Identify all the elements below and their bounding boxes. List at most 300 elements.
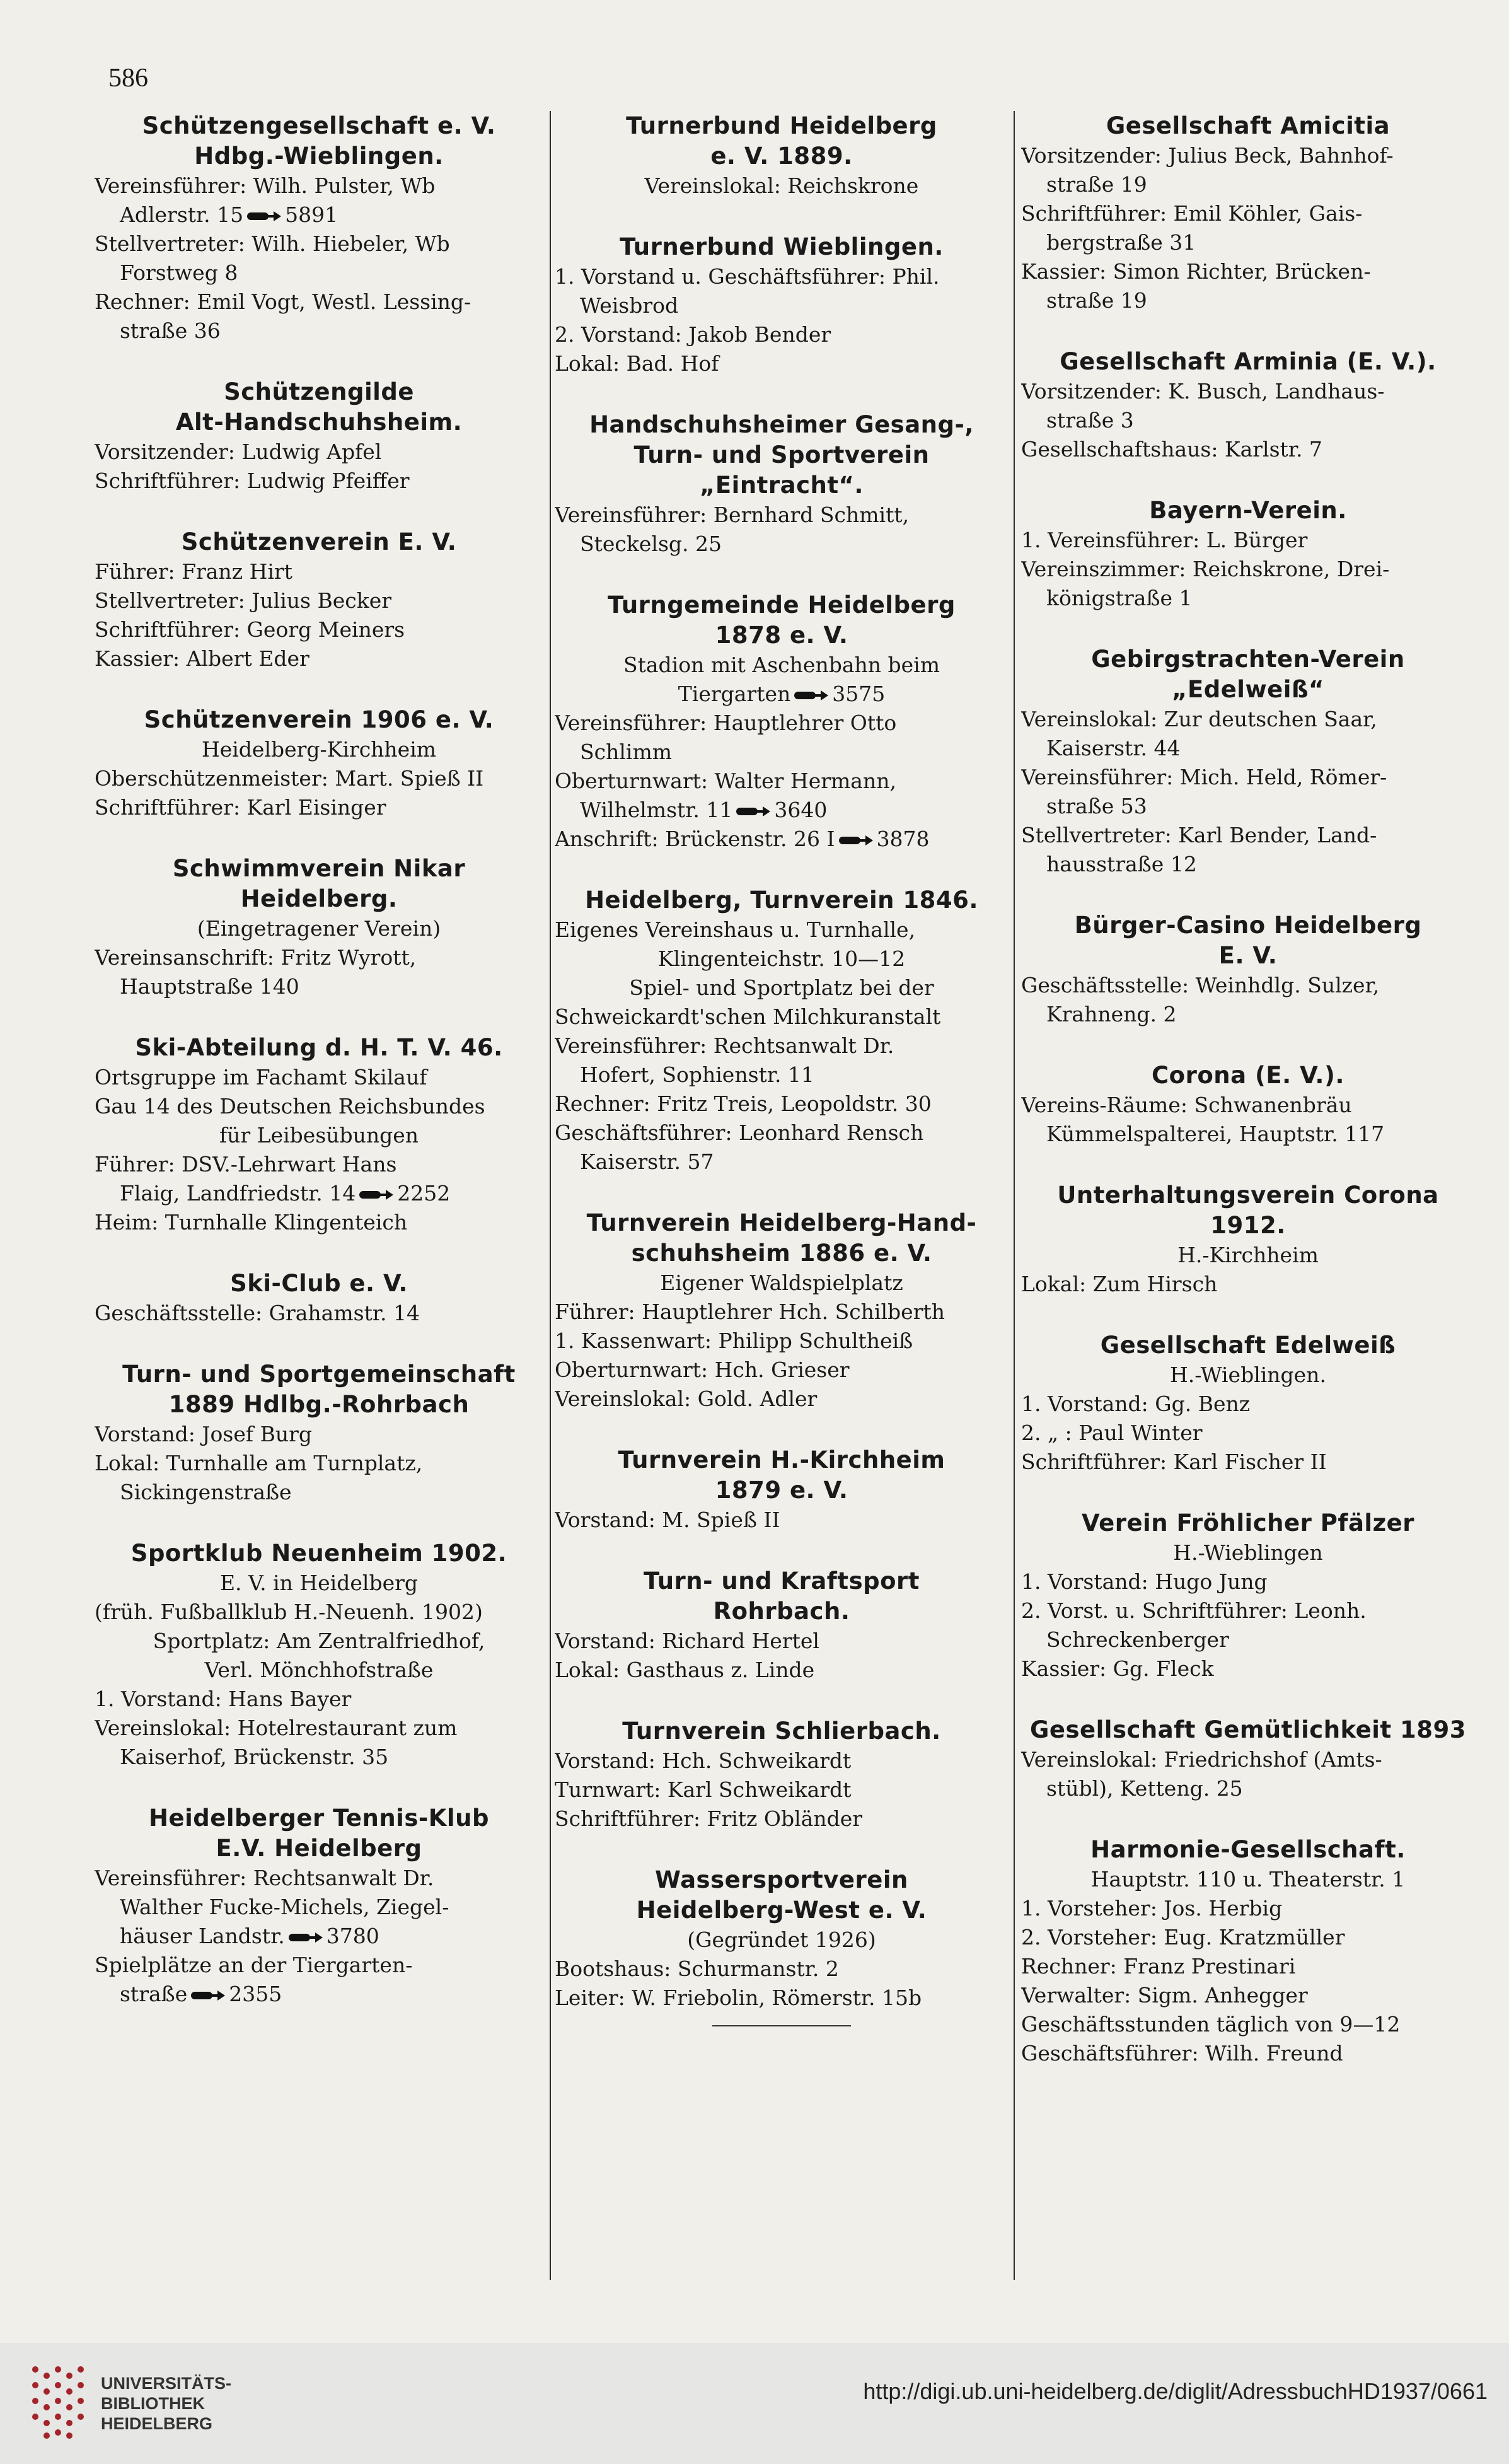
entry-line [1021, 1241, 1475, 1270]
directory-entry [95, 527, 543, 673]
telephone-icon [287, 1931, 324, 1944]
entry-text: Turnwart: Karl Schweikardt [555, 1777, 852, 1802]
entry-text: Tiergarten [678, 682, 791, 706]
entry-text: 1. Vorsteher: Jos. Herbig [1021, 1896, 1283, 1921]
entry-line [95, 1121, 543, 1150]
phone-number: 2355 [229, 1982, 282, 2006]
entry-text: Geschäftsführer: Leonhard Rensch [555, 1120, 924, 1145]
directory-entry [555, 590, 1009, 854]
entry-text: (früh. Fußballklub H.-Neuenh. 1902) [95, 1600, 483, 1624]
entry-line [555, 501, 1009, 530]
entry-line [1021, 257, 1475, 286]
entry-line [1021, 1419, 1475, 1448]
entry-text: Vereinsführer: Mich. Held, Römer- [1021, 765, 1387, 789]
entry-text: Schriftführer: Fritz Obländer [555, 1806, 863, 1831]
entry-line [555, 1002, 1009, 1032]
entry-text: Oberturnwart: Walter Hermann, [555, 769, 896, 793]
entry-text: Ortsgruppe im Fachamt Skilauf [95, 1065, 427, 1090]
entry-line [95, 914, 543, 943]
telephone-icon [793, 689, 830, 702]
entry-line [1021, 1000, 1475, 1029]
entry-line [555, 738, 1009, 767]
entry-line [1021, 1894, 1475, 1923]
entry-text: Schriftführer: Emil Köhler, Gais- [1021, 201, 1363, 226]
entry-line [95, 317, 543, 346]
entry-line [95, 1864, 543, 1893]
entry-text: 2. Vorstand: Jakob Bender [555, 322, 831, 347]
entry-heading: e. V. 1889. [710, 142, 853, 170]
entry-text: Walther Fucke-Michels, Ziegel- [120, 1895, 449, 1919]
entry-text: Gau 14 des Deutschen Reichsbundes [95, 1094, 485, 1119]
entry-text: Lokal: Gasthaus z. Linde [555, 1658, 815, 1682]
library-logo-text [101, 2373, 231, 2434]
entry-line [555, 651, 1009, 680]
directory-entry [555, 885, 1009, 1177]
directory-entry [95, 1538, 543, 1772]
entry-heading: Corona (E. V.). [1152, 1062, 1344, 1089]
directory-entry [95, 1803, 543, 2009]
entry-text: Vereinsführer: Rechtsanwalt Dr. [555, 1033, 894, 1058]
entry-text: 1. Vorstand: Hugo Jung [1021, 1569, 1268, 1594]
entry-line [1021, 2039, 1475, 2068]
entry-text: (Eingetragener Verein) [197, 916, 441, 941]
entry-text: Kaiserstr. 44 [1046, 736, 1181, 760]
entry-text: Geschäftsführer: Wilh. Freund [1021, 2041, 1343, 2066]
entry-text: 1. Vorstand u. Geschäftsführer: Phil. [555, 264, 940, 289]
entry-line [1021, 526, 1475, 555]
entry-text: Kassier: Gg. Fleck [1021, 1656, 1214, 1681]
entry-text: Schreckenberger [1046, 1627, 1229, 1652]
entry-text: Hauptstr. 110 u. Theaterstr. 1 [1090, 1867, 1406, 1892]
entry-line [1021, 1923, 1475, 1952]
entry-text: Schriftführer: Georg Meiners [95, 617, 405, 642]
entry-line [95, 1179, 543, 1208]
entry-heading: Turnerbund Heidelberg [626, 112, 937, 139]
entry-text: Vorstand: Hch. Schweikardt [555, 1748, 852, 1773]
entry-text: straße [120, 1982, 188, 2006]
entry-line [1021, 286, 1475, 315]
entry-line [95, 230, 543, 259]
entry-line [1021, 1654, 1475, 1683]
entry-line [1021, 1745, 1475, 1774]
entry-line [1021, 1448, 1475, 1477]
entry-text: Steckelsg. 25 [580, 532, 722, 556]
entry-line [1021, 1865, 1475, 1894]
entry-text: Vorstand: M. Spieß II [555, 1508, 780, 1532]
entry-line [95, 615, 543, 644]
entry-line [95, 1063, 543, 1092]
entry-heading: Schützenverein 1906 e. V. [144, 706, 494, 733]
entry-text: 2. Vorsteher: Eug. Kratzmüller [1021, 1925, 1345, 1950]
entry-heading: Hdbg.-Wieblingen. [194, 142, 444, 170]
entry-heading: Sportklub Neuenheim 1902. [130, 1540, 507, 1567]
entry-line [95, 793, 543, 822]
entry-text: Vereinsführer: Hauptlehrer Otto [555, 711, 897, 735]
entry-text: 1. Vorstand: Gg. Benz [1021, 1392, 1251, 1416]
entry-heading: Turnerbund Wieblingen. [620, 233, 944, 260]
entry-text: Sickingenstraße [120, 1480, 292, 1504]
entry-text: straße 36 [120, 318, 221, 343]
entry-line [95, 586, 543, 615]
entry-line [555, 1656, 1009, 1685]
entry-text: Vorsitzender: Julius Beck, Bahnhof- [1021, 143, 1394, 168]
entry-text: H.-Kirchheim [1177, 1243, 1319, 1267]
entry-line [95, 1714, 543, 1743]
entry-heading: E.V. Heidelberg [216, 1835, 422, 1862]
entry-line [95, 1420, 543, 1449]
directory-entry [1021, 1715, 1475, 1803]
entry-heading: Heidelberger Tennis-Klub [149, 1804, 489, 1832]
entry-line [555, 1298, 1009, 1327]
entry-line [95, 972, 543, 1001]
phone-number: 3575 [832, 682, 886, 706]
entry-text: 1. Vereinsführer: L. Bürger [1021, 528, 1308, 552]
entry-line [1021, 406, 1475, 435]
entry-heading: Wassersportverein [655, 1866, 908, 1893]
entry-line [95, 438, 543, 467]
entry-line [95, 1627, 543, 1656]
entry-text: Kaiserstr. 57 [580, 1149, 714, 1174]
entry-line [95, 467, 543, 496]
entry-text: stübl), Ketteng. 25 [1046, 1776, 1243, 1801]
entry-line [1021, 1596, 1475, 1625]
entry-text: Bootshaus: Schurmanstr. 2 [555, 1956, 839, 1981]
entry-text: straße 19 [1046, 288, 1147, 313]
entry-heading: Turn- und Kraftsport [644, 1567, 920, 1595]
entry-line [95, 259, 543, 288]
entry-text: Schriftführer: Karl Fischer II [1021, 1450, 1327, 1474]
entry-text: Schriftführer: Karl Eisinger [95, 795, 386, 820]
directory-entry [1021, 111, 1475, 315]
entry-heading: Rohrbach. [713, 1598, 850, 1625]
entry-text: Vereinslokal: Gold. Adler [555, 1386, 818, 1411]
entry-text: Stadion mit Aschenbahn beim [623, 653, 940, 677]
entry-heading: Schützengesellschaft e. V. [142, 112, 496, 139]
entry-text: Lokal: Bad. Hof [555, 351, 719, 376]
entry-text: Führer: Franz Hirt [95, 559, 292, 584]
directory-entry [555, 1445, 1009, 1535]
entry-text: Vereinslokal: Zur deutschen Saar, [1021, 707, 1377, 731]
entry-text: Klingenteichstr. 10—12 [657, 946, 906, 971]
entry-heading: Heidelberg. [240, 885, 398, 912]
entry-heading: E. V. [1218, 942, 1278, 969]
entry-heading: Turnverein Heidelberg-Hand- [586, 1209, 977, 1236]
entry-text: Eigenes Vereinshaus u. Turnhalle, [555, 917, 916, 942]
entry-line [555, 1090, 1009, 1119]
entry-text: straße 3 [1046, 408, 1134, 433]
entry-line [1021, 1091, 1475, 1120]
entry-line [95, 1922, 543, 1951]
entry-line [555, 915, 1009, 944]
entry-text: häuser Landstr. [120, 1924, 285, 1948]
entry-line [555, 1119, 1009, 1148]
column-1 [95, 111, 543, 2280]
entry-text: Gesellschaftshaus: Karlstr. 7 [1021, 437, 1322, 462]
entry-line [1021, 555, 1475, 584]
directory-entry [1021, 910, 1475, 1029]
entry-text: Krahneng. 2 [1046, 1002, 1177, 1026]
entry-line [555, 680, 1009, 709]
library-footer [0, 2343, 1509, 2464]
entry-text: Heim: Turnhalle Klingenteich [95, 1210, 408, 1235]
entry-line [1021, 1270, 1475, 1299]
entry-line [95, 1598, 543, 1627]
entry-line [1021, 377, 1475, 406]
phone-number: 3640 [774, 798, 828, 822]
entry-heading: 1878 e. V. [715, 622, 848, 649]
entry-text: Lokal: Turnhalle am Turnplatz, [95, 1451, 423, 1475]
entry-text: 1. Kassenwart: Philipp Schultheiß [555, 1328, 913, 1353]
entry-text: Schlimm [580, 740, 673, 764]
entry-line [1021, 1952, 1475, 1981]
entry-line [95, 735, 543, 764]
entry-heading: Gesellschaft Edelweiß [1100, 1332, 1396, 1359]
directory-entry [555, 1566, 1009, 1685]
entry-text: Führer: DSV.-Lehrwart Hans [95, 1152, 397, 1177]
entry-heading: Schützengilde [224, 378, 414, 405]
entry-text: Spielplätze an der Tiergarten- [95, 1953, 413, 1977]
column-divider [1014, 111, 1015, 2280]
entry-line [95, 1980, 543, 2009]
entry-heading: schuhsheim 1886 e. V. [631, 1240, 932, 1267]
entry-line [555, 1269, 1009, 1298]
entry-text: Verwalter: Sigm. Anhegger [1021, 1983, 1308, 2008]
entry-text: Kassier: Simon Richter, Brücken- [1021, 259, 1371, 284]
entry-line [95, 1092, 543, 1121]
phone-number: 3878 [876, 827, 930, 851]
entry-line [95, 1951, 543, 1980]
entry-heading: Gesellschaft Amicitia [1106, 112, 1390, 139]
logo-line: BIBLIOTHEK [101, 2394, 205, 2413]
entry-text: 2. „ : Paul Winter [1021, 1421, 1203, 1445]
entry-line [95, 764, 543, 793]
entry-line [95, 557, 543, 586]
entry-text: Vorsitzender: K. Busch, Landhaus- [1021, 379, 1385, 404]
entry-text: Vorsitzender: Ludwig Apfel [95, 439, 382, 464]
entry-text: Hauptstraße 140 [120, 974, 299, 999]
entry-text: Anschrift: Brückenstr. 26 I [555, 827, 835, 851]
entry-heading: Turnverein Schlierbach. [622, 1717, 941, 1745]
entry-line [1021, 1981, 1475, 2010]
directory-entry [555, 1865, 1009, 2026]
entry-line [1021, 1361, 1475, 1390]
entry-line [1021, 763, 1475, 792]
entry-text: Geschäftsstelle: Weinhdlg. Sulzer, [1021, 973, 1380, 997]
entry-text: bergstraße 31 [1046, 230, 1196, 255]
directory-entry [95, 1033, 543, 1237]
entry-line [1021, 850, 1475, 879]
entry-heading: Bürger-Casino Heidelberg [1074, 912, 1422, 939]
entry-line [555, 709, 1009, 738]
entry-text: E. V. in Heidelberg [219, 1571, 419, 1595]
entry-line [555, 1148, 1009, 1177]
entry-heading: Turnverein H.-Kirchheim [618, 1446, 945, 1473]
entry-heading: Gesellschaft Gemütlichkeit 1893 [1030, 1716, 1466, 1743]
entry-line [1021, 435, 1475, 464]
column-divider [550, 111, 551, 2280]
entry-text: Vereinslokal: Friedrichshof (Amts- [1021, 1747, 1382, 1772]
entry-heading: Bayern-Verein. [1149, 497, 1347, 524]
directory-entry [95, 705, 543, 822]
entry-text: Vereinsanschrift: Fritz Wyrott, [95, 945, 417, 970]
entry-line [555, 1627, 1009, 1656]
entry-text: Rechner: Fritz Treis, Leopoldstr. 30 [555, 1091, 932, 1116]
entry-text: Rechner: Emil Vogt, Westl. Lessing- [95, 289, 471, 314]
end-rule [712, 2025, 851, 2026]
entry-text: Oberturnwart: Hch. Grieser [555, 1357, 850, 1382]
entry-text: Weisbrod [580, 293, 679, 318]
directory-entry [1021, 644, 1475, 879]
directory-entry [95, 111, 543, 346]
directory-entry [1021, 1180, 1475, 1299]
directory-entry [1021, 1508, 1475, 1683]
directory-entry [1021, 1061, 1475, 1149]
entry-line [555, 291, 1009, 320]
entry-heading: „Eintracht“. [700, 472, 864, 499]
directory-entry [1021, 1330, 1475, 1477]
entry-line [1021, 228, 1475, 257]
directory-entry [95, 854, 543, 1001]
entry-line [555, 1327, 1009, 1356]
entry-line [555, 1746, 1009, 1775]
telephone-icon [838, 834, 874, 847]
entry-text: Hofert, Sophienstr. 11 [580, 1062, 814, 1087]
entry-text: Stellvertreter: Julius Becker [95, 588, 392, 613]
entry-text: Verl. Mönchhofstraße [204, 1658, 434, 1682]
entry-text: Sportplatz: Am Zentralfriedhof, [153, 1629, 485, 1653]
entry-heading: 1879 e. V. [715, 1477, 848, 1504]
entry-line [95, 1299, 543, 1328]
entry-heading: Schwimmverein Nikar [172, 855, 466, 882]
entry-text: Rechner: Franz Prestinari [1021, 1954, 1296, 1979]
entry-text: H.-Wieblingen [1173, 1540, 1323, 1565]
entry-line [555, 262, 1009, 291]
entry-line [95, 1743, 543, 1772]
entry-line [1021, 2010, 1475, 2039]
entry-text: Vorstand: Richard Hertel [555, 1629, 819, 1653]
phone-number: 5891 [285, 202, 338, 227]
entry-text: Vereinsführer: Wilh. Pulster, Wb [95, 173, 436, 198]
entry-line [555, 171, 1009, 200]
entry-line [95, 1569, 543, 1598]
entry-line [95, 1656, 543, 1685]
directory-entry [1021, 496, 1475, 613]
entry-heading: Schützenverein E. V. [181, 528, 457, 555]
entry-text: Oberschützenmeister: Mart. Spieß II [95, 766, 484, 791]
entry-line [555, 1955, 1009, 1984]
entry-text: hausstraße 12 [1046, 852, 1197, 876]
entry-heading: 1889 Hdlbg.-Rohrbach [168, 1391, 470, 1418]
entry-text: Stellvertreter: Wilh. Hiebeler, Wb [95, 231, 450, 256]
entry-heading: Gebirgstrachten-Verein [1091, 646, 1405, 673]
telephone-icon [735, 805, 772, 818]
entry-line [1021, 1390, 1475, 1419]
entry-line [95, 1208, 543, 1237]
entry-text: Vereinsführer: Rechtsanwalt Dr. [95, 1866, 434, 1890]
library-logo-icon [23, 2357, 92, 2451]
entry-text: Geschäftsstelle: Grahamstr. 14 [95, 1301, 420, 1325]
entry-line [1021, 1567, 1475, 1596]
phone-number: 2252 [397, 1181, 451, 1206]
entry-line [1021, 821, 1475, 850]
entry-line [95, 171, 543, 200]
entry-heading: Heidelberg-West e. V. [636, 1897, 927, 1924]
entry-text: straße 19 [1046, 172, 1147, 197]
entry-line [555, 1061, 1009, 1090]
column-2 [555, 111, 1009, 2280]
entry-heading: Ski-Abteilung d. H. T. V. 46. [135, 1034, 503, 1061]
entry-heading: Turn- und Sportgemeinschaft [122, 1361, 516, 1388]
directory-entry [95, 377, 543, 496]
entry-line [1021, 1625, 1475, 1654]
entry-text: Lokal: Zum Hirsch [1021, 1272, 1218, 1296]
entry-text: Spiel- und Sportplatz bei der [629, 975, 934, 1000]
directory-entry [1021, 347, 1475, 464]
entry-text: Flaig, Landfriedstr. 14 [120, 1181, 356, 1206]
entry-line [555, 1385, 1009, 1414]
directory-entry [555, 232, 1009, 378]
entry-text: Vereins-Räume: Schwanenbräu [1021, 1093, 1352, 1117]
entry-text: Vereinslokal: Hotelrestaurant zum [95, 1716, 458, 1740]
entry-heading: Unterhaltungsverein Corona [1057, 1182, 1439, 1209]
entry-line [555, 796, 1009, 825]
entry-heading: „Edelweiß“ [1172, 676, 1324, 703]
entry-text: Geschäftsstunden täglich von 9—12 [1021, 2012, 1401, 2037]
entry-text: 2. Vorst. u. Schriftführer: Leonh. [1021, 1598, 1367, 1623]
entry-line [555, 1032, 1009, 1061]
entry-text: Stellvertreter: Karl Bender, Land- [1021, 823, 1377, 847]
entry-text: Schweickardt'schen Milchkuranstalt [555, 1004, 941, 1029]
entry-heading: Gesellschaft Arminia (E. V.). [1060, 348, 1437, 375]
entry-heading: Alt-Handschuhsheim. [175, 409, 463, 436]
entry-heading: Harmonie-Gesellschaft. [1090, 1836, 1406, 1863]
entry-text: Wilhelmstr. 11 [580, 798, 733, 822]
entry-text: königstraße 1 [1046, 586, 1193, 610]
entry-line [555, 1804, 1009, 1833]
entry-heading: Ski-Club e. V. [230, 1270, 408, 1297]
logo-line: UNIVERSITÄTS- [101, 2374, 232, 2393]
entry-line [555, 349, 1009, 378]
entry-line [1021, 170, 1475, 199]
directory-entry [555, 1208, 1009, 1414]
directory-entry [95, 1359, 543, 1507]
entry-line [95, 1685, 543, 1714]
entry-text: H.-Wieblingen. [1170, 1363, 1326, 1387]
entry-line [1021, 1120, 1475, 1149]
phone-number: 3780 [326, 1924, 379, 1948]
entry-heading: 1912. [1210, 1212, 1286, 1239]
entry-heading: Turngemeinde Heidelberg [608, 591, 956, 619]
source-url-link[interactable]: http://digi.ub.uni-heidelberg.de/diglit/AdressbuchHD1937/0661 [863, 2378, 1488, 2404]
entry-line [555, 1775, 1009, 1804]
entry-text: Eigener Waldspielplatz [660, 1270, 903, 1295]
entry-line [95, 1150, 543, 1179]
directory-entry [95, 1269, 543, 1328]
entry-text: Vereinslokal: Reichskrone [644, 173, 919, 198]
entry-line [1021, 141, 1475, 170]
entry-line [555, 320, 1009, 349]
entry-line [555, 1506, 1009, 1535]
entry-line [1021, 1538, 1475, 1567]
entry-line [95, 943, 543, 972]
entry-line [1021, 792, 1475, 821]
page-number: 586 [108, 64, 148, 93]
entry-line [1021, 705, 1475, 734]
telephone-icon [190, 1989, 226, 2002]
entry-line [555, 1984, 1009, 2013]
entry-line [555, 530, 1009, 559]
entry-line [555, 767, 1009, 796]
